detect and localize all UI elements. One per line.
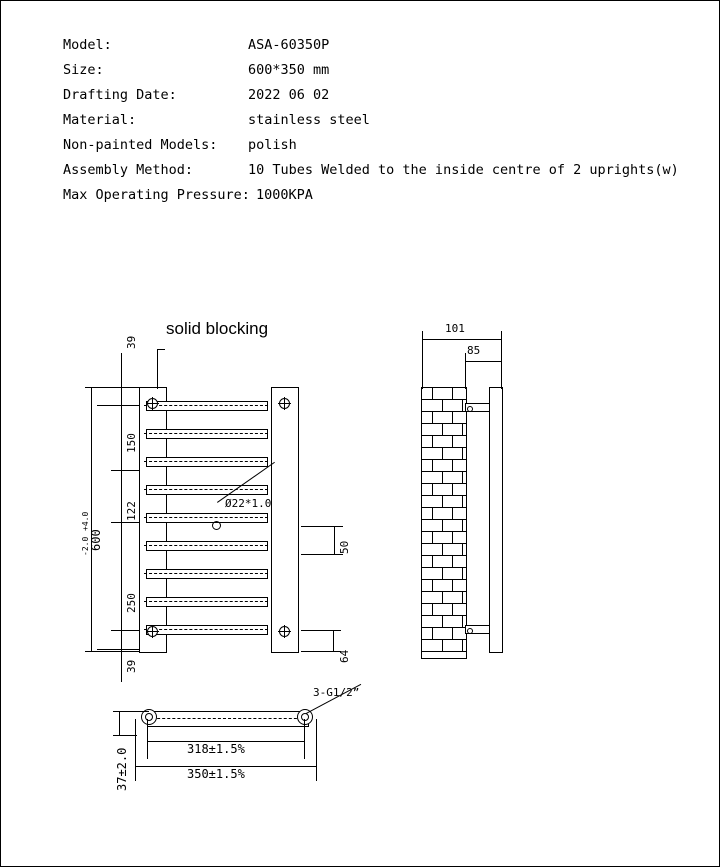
spec-value: 10 Tubes Welded to the inside centre of 2 uprights(w) — [248, 162, 679, 178]
spec-label: Drafting Date: — [63, 87, 177, 103]
spec-label: Material: — [63, 112, 137, 128]
spec-row — [63, 112, 683, 137]
radiator-profile — [489, 387, 503, 653]
tube — [146, 429, 268, 439]
dim-39-top: 39 — [125, 335, 138, 349]
dim-line-64 — [333, 630, 334, 651]
ext-line — [304, 719, 305, 759]
dim-line-122 — [121, 470, 122, 522]
tube — [146, 541, 268, 551]
solid-blocking-note: solid blocking — [166, 319, 269, 338]
spec-label: Size: — [63, 62, 104, 78]
note-leader — [157, 349, 165, 350]
spec-label: Max Operating Pressure: — [63, 187, 250, 203]
tube-centerline — [144, 489, 268, 490]
dim-line-39-top — [121, 353, 122, 405]
spec-label: Model: — [63, 37, 112, 53]
tube — [146, 569, 268, 579]
right-upright — [271, 387, 299, 653]
dim-600-tol-upper: +4.0 — [81, 511, 90, 531]
dim-line-50 — [334, 526, 335, 554]
tube-centerline — [144, 573, 268, 574]
tube-centerline — [144, 629, 268, 630]
diameter-anchor — [212, 521, 221, 530]
top-body — [147, 711, 309, 727]
spec-label: Non-painted Models: — [63, 137, 218, 153]
tube-centerline — [144, 405, 268, 406]
tube — [146, 625, 268, 635]
tube-centerline — [144, 517, 268, 518]
spec-row — [63, 137, 683, 162]
dim-50: 50 — [338, 540, 351, 554]
bracket-screw-icon — [467, 406, 473, 412]
spec-value: 1000KPA — [255, 187, 313, 203]
spec-row — [63, 62, 683, 87]
dim-350: 350±1.5% — [187, 767, 245, 781]
dim-101: 101 — [445, 322, 465, 335]
dim-39-bottom: 39 — [125, 659, 138, 673]
tube-centerline — [144, 545, 268, 546]
tube — [146, 485, 268, 495]
dim-150: 150 — [125, 433, 138, 453]
spec-value: stainless steel — [248, 112, 370, 128]
top-centerline — [147, 718, 307, 719]
mount-screw-icon — [279, 398, 290, 409]
thread-callout: 3-G1/2” — [313, 686, 360, 699]
dim-64: 64 — [338, 649, 351, 663]
ext-line — [316, 719, 317, 781]
side-view — [421, 387, 541, 657]
dim-line-101 — [422, 339, 501, 340]
dim-318: 318±1.5% — [187, 742, 245, 756]
mount-screw-icon — [147, 398, 158, 409]
top-view — [131, 701, 361, 811]
ext-line — [301, 651, 341, 652]
ext-line — [135, 719, 136, 781]
mount-screw-icon — [279, 626, 290, 637]
spec-row — [63, 187, 683, 212]
ext-line — [113, 735, 137, 736]
spec-value: 2022 06 02 — [248, 87, 330, 103]
dim-600: 600 — [89, 529, 103, 551]
spec-value: ASA-60350P — [248, 37, 330, 53]
tube — [146, 597, 268, 607]
dim-line-150 — [121, 405, 122, 470]
ext-line — [85, 651, 139, 652]
ext-line — [111, 522, 139, 523]
dim-600-tol-lower: -2.0 — [81, 536, 90, 556]
note-leader — [157, 349, 158, 389]
spec-table — [63, 37, 683, 212]
spec-label: Assembly Method: — [63, 162, 194, 178]
dim-85: 85 — [467, 344, 481, 357]
ext-line — [97, 649, 139, 650]
dim-250: 250 — [125, 593, 138, 613]
tube — [146, 513, 268, 523]
ext-line — [147, 719, 148, 759]
connector-right-bore — [301, 713, 309, 721]
spec-row — [63, 37, 683, 62]
ext-line — [301, 526, 343, 527]
mount-screw-icon — [147, 626, 158, 637]
tube-centerline — [144, 433, 268, 434]
tube — [146, 401, 268, 411]
dim-37: 37±2.0 — [115, 747, 129, 791]
bracket-screw-icon — [467, 628, 473, 634]
ext-line — [111, 470, 139, 471]
dim-line-250 — [121, 522, 122, 630]
wall-hatch — [421, 387, 467, 659]
ext-line — [85, 387, 139, 388]
ext-line — [501, 331, 502, 389]
dim-122: 122 — [125, 501, 138, 521]
ext-line — [97, 405, 139, 406]
ext-line — [465, 353, 466, 389]
spec-row — [63, 162, 683, 187]
tube — [146, 457, 268, 467]
dim-line-600 — [91, 387, 92, 651]
spec-row — [63, 87, 683, 112]
dim-line-39-bottom — [121, 630, 122, 682]
tube-diameter-callout: Ø22*1.0 — [225, 497, 272, 510]
tube-centerline — [144, 461, 268, 462]
ext-line — [301, 554, 343, 555]
dim-line-85 — [465, 361, 501, 362]
ext-line — [111, 630, 139, 631]
spec-value: 600*350 mm — [248, 62, 330, 78]
tube-centerline — [144, 601, 268, 602]
ext-line — [301, 630, 341, 631]
spec-value: polish — [248, 137, 297, 153]
dim-line-37 — [119, 711, 120, 735]
